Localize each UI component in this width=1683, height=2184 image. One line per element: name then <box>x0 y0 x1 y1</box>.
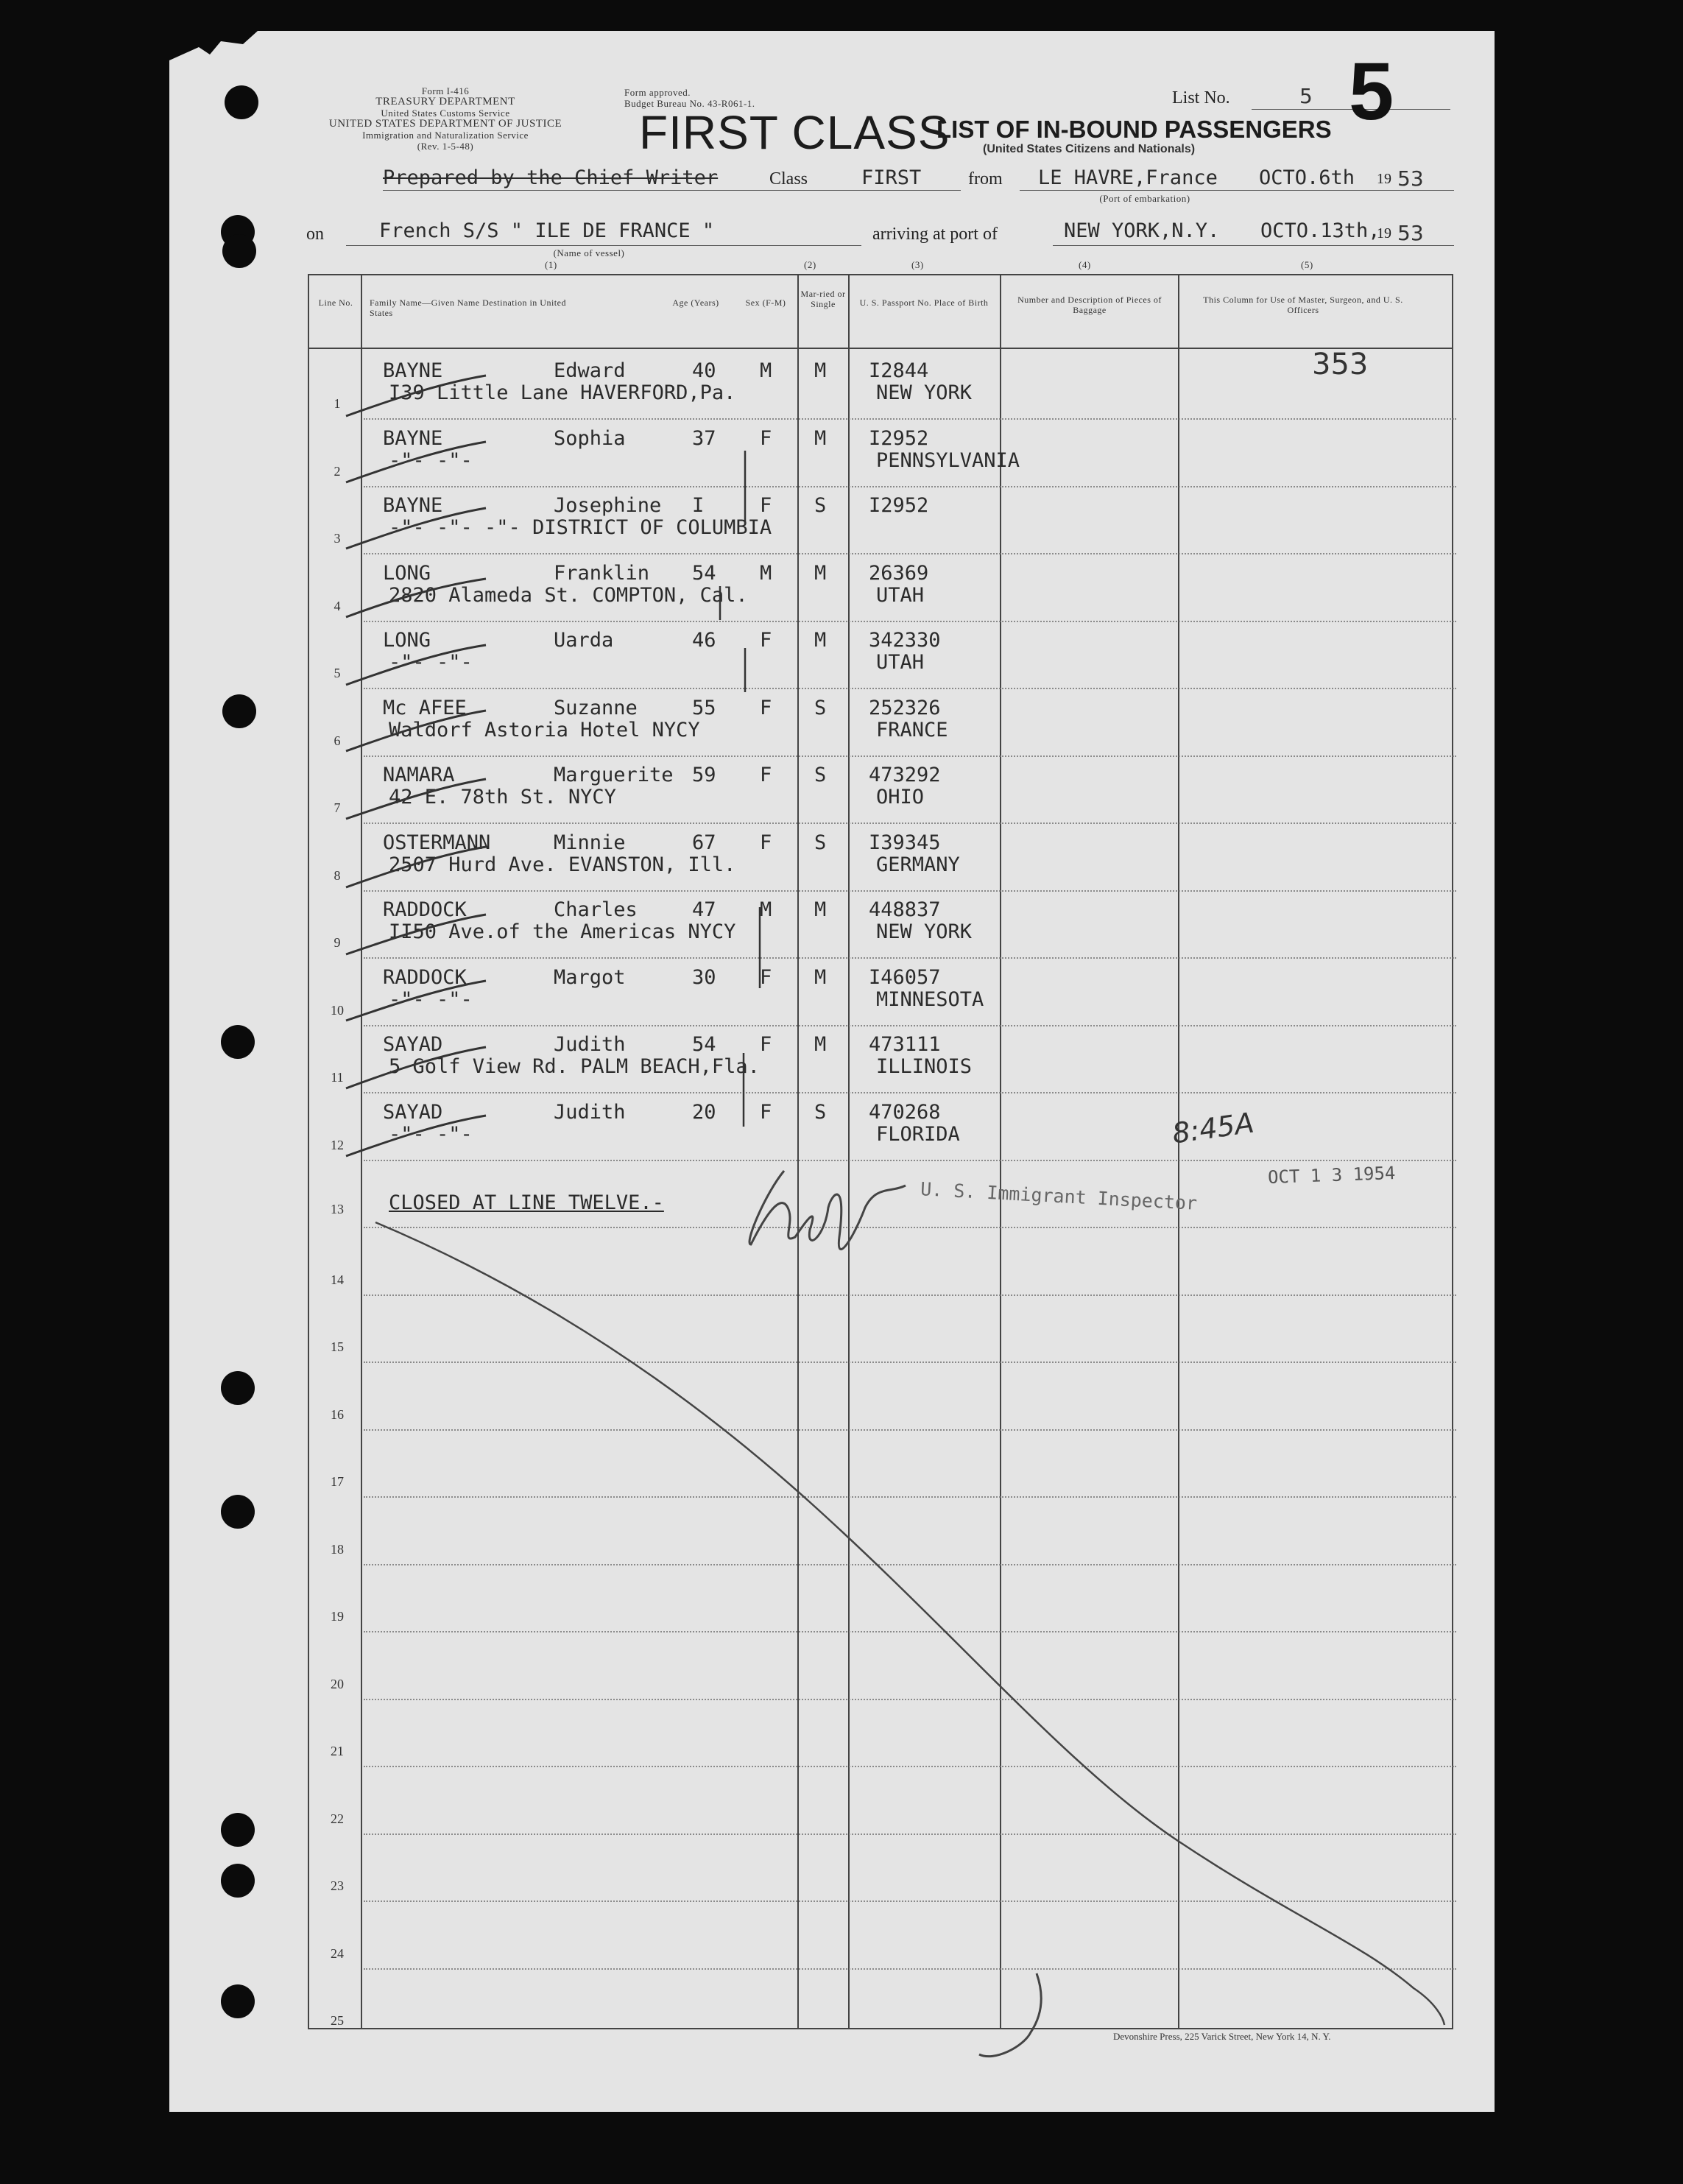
line-number: 21 <box>331 1744 344 1758</box>
header-passport: U. S. Passport No. Place of Birth <box>859 297 989 308</box>
list-subtitle: (United States Citizens and Nationals) <box>983 143 1196 155</box>
given-name: Uarda <box>554 629 614 652</box>
bracket-marks <box>720 451 760 1127</box>
line-number: 8 <box>334 867 341 883</box>
first-class-stamp: FIRST CLASS <box>639 106 950 159</box>
age: 54 <box>692 561 716 585</box>
list-title: LIST OF IN-BOUND PASSENGERS <box>936 116 1332 143</box>
destination: I39 Little Lane HAVERFORD,Pa. <box>389 381 736 404</box>
destination: -"- -"- <box>389 1122 473 1146</box>
given-name: Franklin <box>554 561 650 585</box>
line-number-13: 13 <box>331 1202 344 1216</box>
header-baggage: Number and Description of Pieces of Baggage <box>1017 295 1162 315</box>
inspector-caption: U. S. Immigrant Inspector <box>920 1178 1198 1214</box>
arrival-year-prefix: 19 <box>1377 225 1391 242</box>
age: 55 <box>692 696 716 719</box>
passport-number: I2844 <box>869 359 929 382</box>
destination: -"- -"- <box>389 987 473 1011</box>
sex: F <box>760 831 772 854</box>
line-number: 14 <box>331 1272 344 1287</box>
printer-imprint: Devonshire Press, 225 Varick Street, New York 14, N. Y. <box>1113 2031 1331 2042</box>
col-num-5: (5) <box>1301 259 1313 270</box>
closing-statement: CLOSED AT LINE TWELVE.- <box>389 1191 664 1214</box>
destination: II50 Ave.of the Americas NYCY <box>389 920 736 943</box>
family-name: BAYNE <box>383 359 443 382</box>
justice-dept: UNITED STATES DEPARTMENT OF JUSTICE <box>328 118 562 130</box>
sex: F <box>760 629 772 652</box>
age: 37 <box>692 426 716 450</box>
age: 20 <box>692 1100 716 1124</box>
destination: -"- -"- -"- DISTRICT OF COLUMBIA <box>389 516 772 539</box>
family-name: SAYAD <box>383 1100 443 1124</box>
sex: M <box>760 898 772 921</box>
age: 46 <box>692 629 716 652</box>
destination: 5 Golf View Rd. PALM BEACH,Fla. <box>389 1055 760 1078</box>
family-name: BAYNE <box>383 494 443 517</box>
age: 47 <box>692 898 716 921</box>
place-of-birth: ILLINOIS <box>876 1055 973 1078</box>
sex: M <box>760 561 772 585</box>
line-number: 11 <box>331 1070 344 1085</box>
line-number: 22 <box>331 1811 344 1826</box>
age: 30 <box>692 965 716 989</box>
place-of-birth: FLORIDA <box>876 1122 960 1146</box>
marital-status: S <box>814 696 827 719</box>
marital-status: S <box>814 1100 827 1124</box>
from-year: 53 <box>1397 166 1424 191</box>
place-of-birth: MINNESOTA <box>876 987 984 1011</box>
place-of-birth: UTAH <box>876 583 925 607</box>
age: 40 <box>692 359 716 382</box>
marital-status: M <box>814 359 827 382</box>
given-name: Josephine <box>554 494 662 517</box>
class-label: Class <box>769 169 808 189</box>
treasury-dept: TREASURY DEPARTMENT <box>375 96 515 108</box>
line-number: 19 <box>331 1609 344 1624</box>
vessel-name: French S/S " ILE DE FRANCE " <box>379 219 715 242</box>
passport-number: I2952 <box>869 426 929 450</box>
on-label: on <box>306 225 324 244</box>
from-date: OCTO.6th <box>1259 166 1355 189</box>
ins-service: Immigration and Naturalization Service <box>362 130 529 141</box>
given-name: Margot <box>554 965 626 989</box>
place-of-birth: NEW YORK <box>876 381 973 404</box>
passport-number: 473292 <box>869 764 941 786</box>
customs-service: United States Customs Service <box>381 108 510 119</box>
sex: F <box>760 965 772 989</box>
col-num-4: (4) <box>1079 259 1091 270</box>
inspection-time: 8:45A <box>1170 1106 1256 1150</box>
passport-number: I46057 <box>869 965 941 989</box>
tick-mark <box>979 1973 1041 2057</box>
cancel-line <box>375 1222 1444 2025</box>
passport-number: I2952 <box>869 494 929 517</box>
arrival-year: 53 <box>1397 221 1424 245</box>
given-name: Charles <box>554 898 638 921</box>
place-of-birth: NEW YORK <box>876 920 973 943</box>
line-number: 9 <box>334 935 341 950</box>
destination: Waldorf Astoria Hotel NYCY <box>389 718 700 741</box>
budget-bureau: Budget Bureau No. 43-R061-1. <box>624 98 755 109</box>
line-number: 2 <box>334 463 341 479</box>
age: I <box>692 494 705 517</box>
given-name: Edward <box>554 359 626 382</box>
given-name: Minnie <box>554 831 626 854</box>
destination: -"- -"- <box>389 651 473 674</box>
line-number: 16 <box>331 1406 344 1422</box>
given-name: Judith <box>554 1033 626 1056</box>
place-of-birth: UTAH <box>876 651 925 674</box>
line-number: 20 <box>331 1676 344 1691</box>
line-number: 7 <box>334 800 341 815</box>
col-num-2: (2) <box>804 259 816 270</box>
date-stamp: OCT 1 3 1954 <box>1267 1162 1396 1188</box>
passport-number: 342330 <box>869 629 941 652</box>
prepared-by: Prepared by the Chief Writer <box>383 166 719 189</box>
from-port: LE HAVRE,France <box>1038 166 1218 189</box>
given-name: Judith <box>554 1100 626 1124</box>
marital-status: M <box>814 965 827 989</box>
passport-number: 448837 <box>869 898 941 921</box>
inspector-signature <box>749 1171 906 1250</box>
list-no-label: List No. <box>1172 88 1230 108</box>
vessel-caption: (Name of vessel) <box>553 247 625 258</box>
given-name: Marguerite <box>554 764 674 786</box>
family-name: LONG <box>383 561 431 585</box>
passport-number: 26369 <box>869 561 929 585</box>
age: 54 <box>692 1033 716 1056</box>
sex: F <box>760 764 772 786</box>
family-name: Mc AFEE <box>383 696 467 719</box>
arrival-date: OCTO.13th, <box>1260 219 1380 242</box>
family-name: SAYAD <box>383 1033 443 1056</box>
place-of-birth: FRANCE <box>876 718 948 741</box>
col-num-3: (3) <box>911 259 924 270</box>
marital-status: M <box>814 1033 827 1056</box>
port-caption: (Port of embarkation) <box>1099 193 1190 204</box>
line-number: 17 <box>331 1474 344 1489</box>
header-name: Family Name—Given Name Destination in United States <box>370 297 566 318</box>
from-label: from <box>968 169 1003 189</box>
sex: F <box>760 1033 772 1056</box>
list-no-value: 5 <box>1299 84 1313 108</box>
place-of-birth: OHIO <box>876 786 925 809</box>
line-number: 24 <box>331 1945 344 1961</box>
approval-text: Form approved. <box>624 87 691 98</box>
class-value: FIRST <box>861 166 922 189</box>
marital-status: M <box>814 561 827 585</box>
line-number: 4 <box>334 598 341 613</box>
arriving-label: arriving at port of <box>872 225 998 244</box>
marital-status: M <box>814 426 827 450</box>
family-name: LONG <box>383 629 431 652</box>
revision: (Rev. 1-5-48) <box>417 141 474 152</box>
destination: 42 E. 78th St. NYCY <box>389 786 616 809</box>
marital-status: S <box>814 831 827 854</box>
family-name: OSTERMANN <box>383 831 491 854</box>
family-name: RADDOCK <box>383 965 467 989</box>
row-tick-marks <box>346 376 486 1156</box>
destination: 2507 Hurd Ave. EVANSTON, Ill. <box>389 853 736 876</box>
line-number: 12 <box>331 1137 344 1152</box>
passport-number: 252326 <box>869 696 941 719</box>
passport-number: I39345 <box>869 831 941 854</box>
family-name: BAYNE <box>383 426 443 450</box>
form-number: Form I-416 <box>421 85 470 96</box>
line-number: 6 <box>334 733 341 748</box>
line-number: 1 <box>334 396 341 411</box>
marital-status: M <box>814 898 827 921</box>
marital-status: M <box>814 629 827 652</box>
from-year-prefix: 19 <box>1377 171 1391 187</box>
sex: F <box>760 1100 772 1124</box>
place-of-birth: GERMANY <box>876 853 960 876</box>
line-number: 15 <box>331 1339 344 1354</box>
passport-number: 473111 <box>869 1033 941 1056</box>
line-number: 18 <box>331 1541 344 1557</box>
header-age: Age (Years) <box>672 297 719 308</box>
line-number: 3 <box>334 531 341 546</box>
header-officers: This Column for Use of Master, Surgeon, and U. S. Officers <box>1203 295 1403 315</box>
age: 67 <box>692 831 716 854</box>
sex: F <box>760 426 772 450</box>
officer-note: 353 <box>1312 348 1369 381</box>
family-name: NAMARA <box>383 764 455 786</box>
sex: F <box>760 696 772 719</box>
marital-status: S <box>814 764 827 786</box>
arrival-port: NEW YORK,N.Y. <box>1064 219 1220 242</box>
sex: F <box>760 494 772 517</box>
destination: 2820 Alameda St. COMPTON, Cal. <box>389 583 748 607</box>
list-no-big: 5 <box>1349 46 1394 137</box>
header-sex: Sex (F-M) <box>745 297 786 308</box>
header-married: Mar-ried or Single <box>800 289 846 309</box>
destination: -"- -"- <box>389 448 473 472</box>
line-number: 10 <box>331 1002 344 1018</box>
given-name: Suzanne <box>554 696 638 719</box>
age: 59 <box>692 764 716 786</box>
marital-status: S <box>814 494 827 517</box>
line-number: 23 <box>331 1878 344 1893</box>
passport-number: 470268 <box>869 1100 941 1124</box>
line-number: 5 <box>334 666 341 680</box>
col-num-1: (1) <box>545 259 557 270</box>
family-name: RADDOCK <box>383 898 467 921</box>
sex: M <box>760 359 772 382</box>
header-line-no: Line No. <box>318 297 353 308</box>
line-number: 25 <box>331 2013 344 2028</box>
given-name: Sophia <box>554 426 626 450</box>
place-of-birth: PENNSYLVANIA <box>876 448 1020 472</box>
